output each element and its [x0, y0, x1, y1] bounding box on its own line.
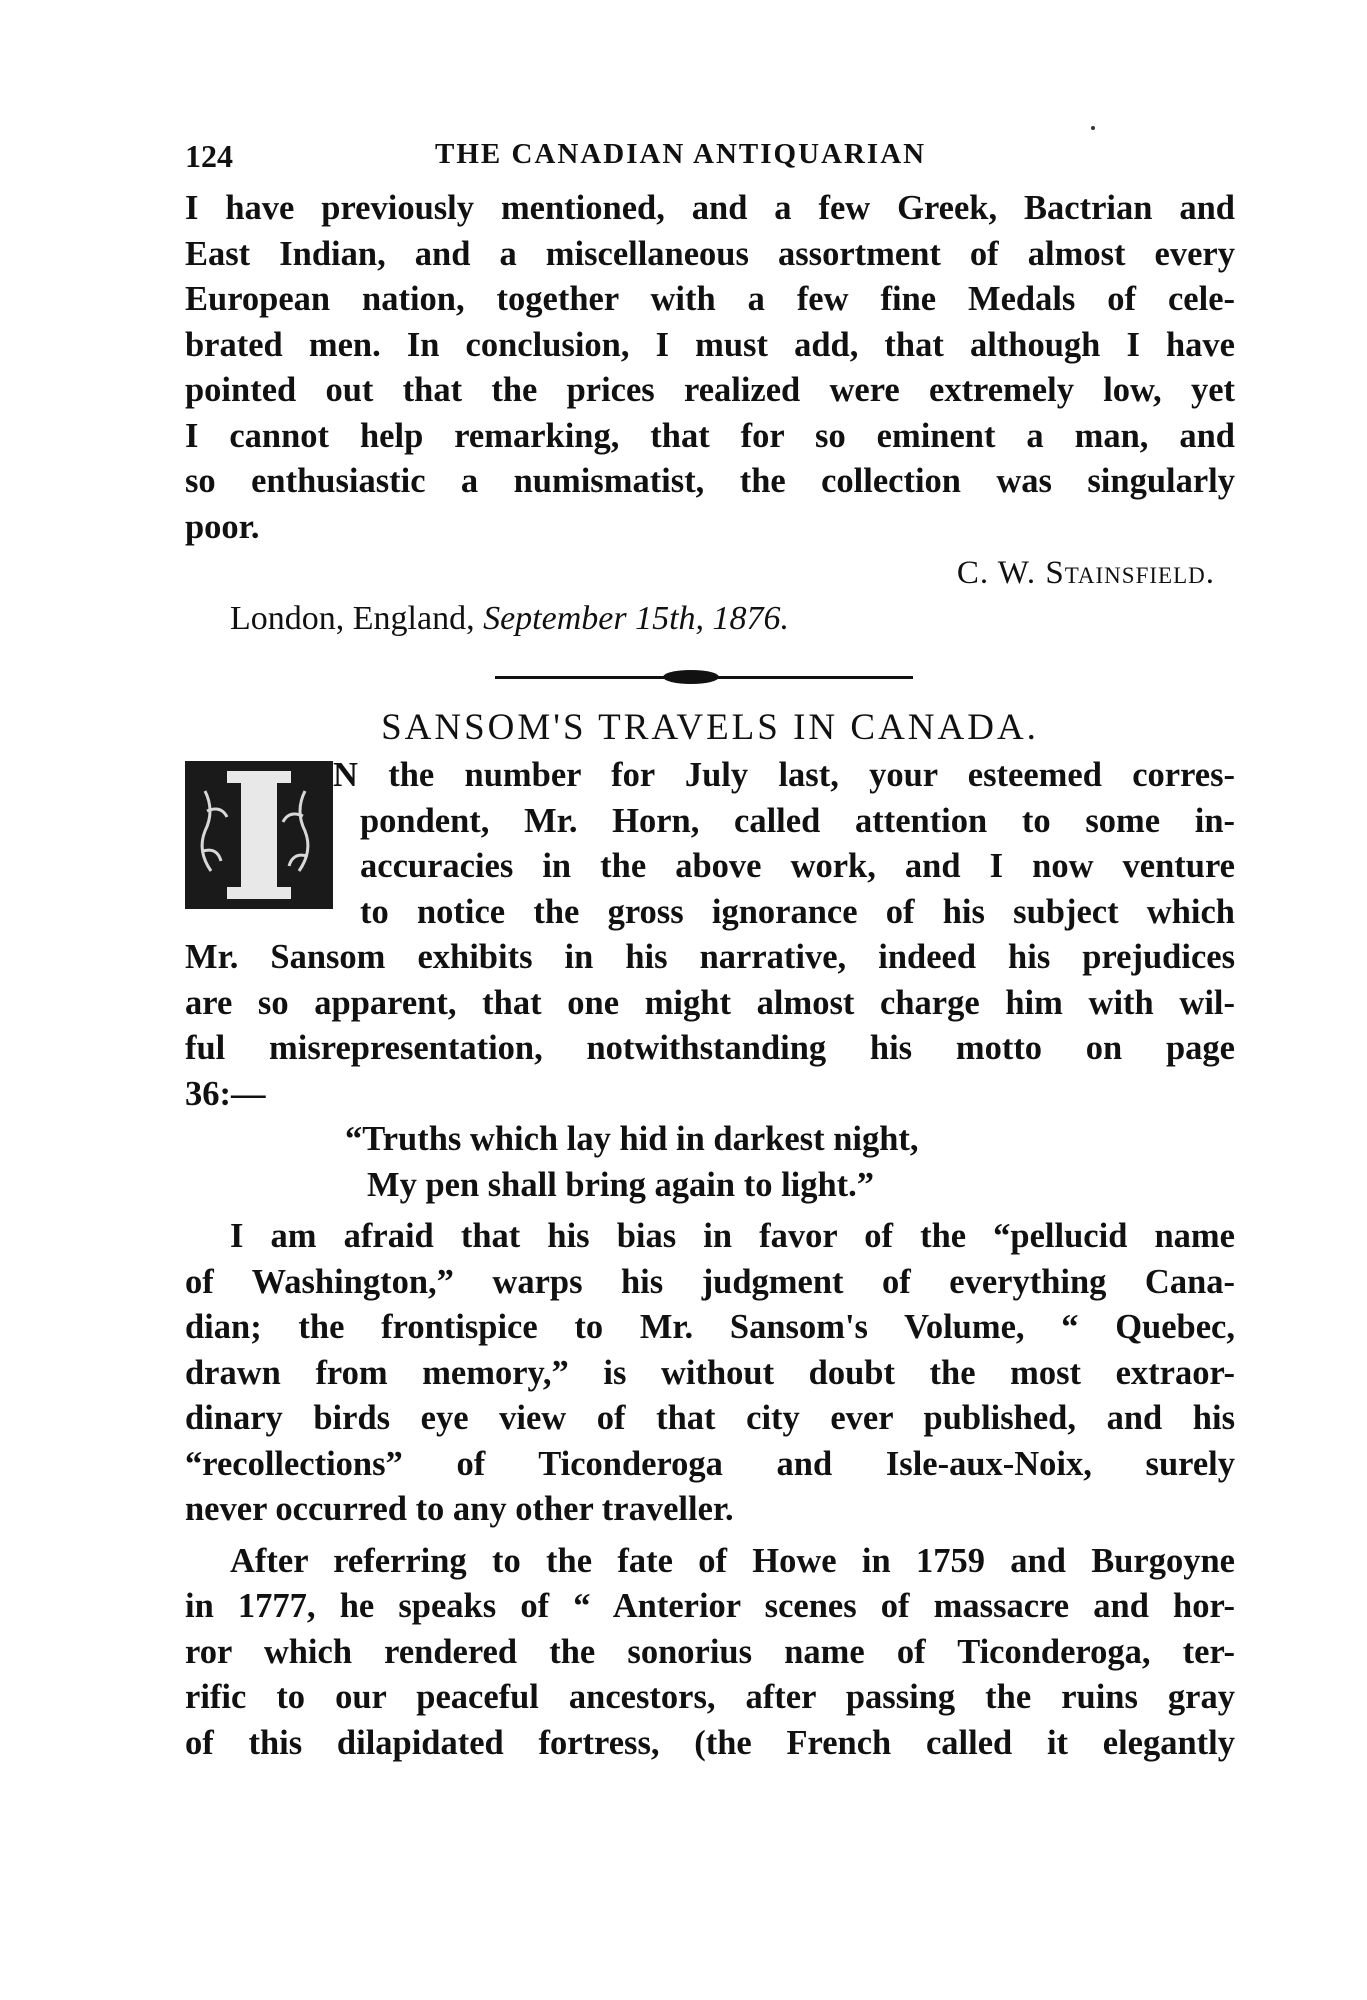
- text-line: poor.: [185, 507, 260, 546]
- text-line: never occurred to any other traveller.: [185, 1490, 734, 1528]
- signature: C. W. Stainsfield.: [956, 555, 1215, 591]
- decorated-initial: [185, 761, 333, 909]
- text-line: 36:—: [185, 1074, 266, 1113]
- paragraph: [185, 1214, 1235, 1533]
- journal-title: THE CANADIAN ANTIQUARIAN: [435, 138, 927, 170]
- text-line: I am afraid that his bias in favor of the “pellucid name: [230, 1217, 1235, 1255]
- text-line: are so apparent, that one might almost charge him with wil-: [185, 983, 1235, 1022]
- text-line: East Indian, and a miscellaneous assortment of almost every: [185, 234, 1235, 273]
- dateline-date: September 15th,: [483, 600, 705, 637]
- dateline-place: London, England,: [230, 600, 475, 637]
- text-line: drawn from memory,” is without doubt the most extraor-: [185, 1353, 1235, 1392]
- text-line: to notice the gross ignorance of his subject which: [360, 892, 1235, 931]
- stray-mark: [1091, 126, 1095, 130]
- text-line: so enthusiastic a numismatist, the collection was singularly: [185, 462, 1235, 500]
- text-line: rific to our peaceful ancestors, after passing the ruins gray: [185, 1678, 1235, 1716]
- divider-ornament: [663, 670, 719, 684]
- text-line: in 1777, he speaks of “ Anterior scenes of massacre and hor-: [185, 1587, 1235, 1625]
- article-opening: [185, 753, 1235, 935]
- text-line: accuracies in the above work, and I now venture: [360, 847, 1235, 885]
- text-line: I cannot help remarking, that for so eminent a man, and: [185, 416, 1235, 455]
- article-title: SANSOM'S TRAVELS IN CANADA.: [381, 707, 1039, 748]
- text-line: N the number for July last, your esteemed corres-: [333, 756, 1235, 794]
- text-line: dian; the frontispice to Mr. Sansom's Volume, “ Quebec,: [185, 1308, 1235, 1346]
- section-divider: [185, 662, 1235, 692]
- dateline-year: 1876.: [712, 600, 790, 637]
- text-line: “recollections” of Ticonderoga and Isle-aux-Noix, surely: [185, 1444, 1235, 1483]
- text-line: dinary birds eye view of that city ever published, and his: [185, 1399, 1235, 1437]
- dateline: [230, 596, 1235, 642]
- continuation-paragraph: [185, 186, 1235, 550]
- text-line: of this dilapidated fortress, (the French called it elegantly: [185, 1723, 1235, 1762]
- running-head: [185, 120, 1235, 180]
- floral-ornament-icon: [185, 761, 333, 909]
- book-page: [185, 120, 1235, 1766]
- verse-line: “Truths which lay hid in darkest night,: [345, 1120, 919, 1158]
- text-line: Mr. Sansom exhibits in his narrative, indeed his prejudices: [185, 938, 1235, 976]
- text-line: ror which rendered the sonorius name of Ticonderoga, ter-: [185, 1632, 1235, 1671]
- text-line: ful misrepresentation, notwithstanding his motto on page: [185, 1029, 1235, 1067]
- page-number: 124: [185, 138, 233, 174]
- text-line: brated men. In conclusion, I must add, that although I have: [185, 325, 1235, 364]
- text-line: pondent, Mr. Horn, called attention to some in-: [360, 801, 1235, 840]
- opening-paragraph: [185, 753, 1235, 935]
- text-line: After referring to the fate of Howe in 1759 and Burgoyne: [230, 1541, 1235, 1580]
- motto-verse: [345, 1117, 1235, 1208]
- text-line: of Washington,” warps his judgment of everything Cana-: [185, 1262, 1235, 1301]
- text-line: I have previously mentioned, and a few Greek, Bactrian and: [185, 189, 1235, 227]
- text-line: European nation, together with a few fine Medals of cele-: [185, 280, 1235, 318]
- verse-line: My pen shall bring again to light.”: [367, 1165, 875, 1204]
- text-line: pointed out that the prices realized were extremely low, yet: [185, 371, 1235, 409]
- opening-paragraph-continued: [185, 935, 1235, 1117]
- paragraph: [185, 1539, 1235, 1767]
